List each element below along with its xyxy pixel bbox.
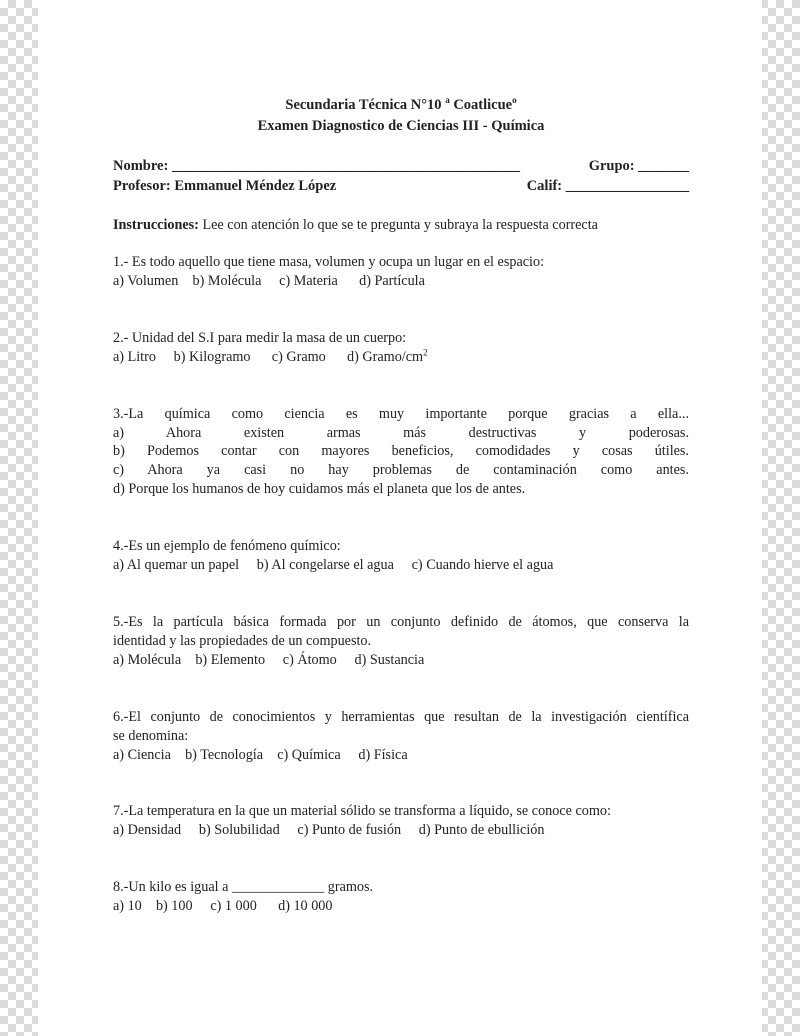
profesor-row: [113, 176, 689, 196]
question-text: 2.- Unidad del S.I para medir la masa de un cuerpo:: [113, 329, 407, 346]
nombre-label: Nombre:: [113, 158, 169, 174]
exam-content: [113, 95, 689, 916]
grupo-label: Grupo:: [588, 158, 635, 174]
question-7: [113, 802, 689, 840]
question-options[interactable]: a) Molécula b) Elemento c) Átomo d) Sustancia: [113, 651, 425, 668]
nombre-row: [113, 156, 689, 176]
exam-title: Examen Diagnostico de Ciencias III - Química: [257, 118, 545, 134]
calif-field[interactable]: _________________: [565, 178, 689, 194]
instructions: [113, 215, 689, 235]
question-option-d[interactable]: d) Porque los humanos de hoy cuidamos más el planeta que los de antes.: [113, 481, 526, 498]
question-text: 4.-Es un ejemplo de fenómeno químico:: [113, 538, 341, 555]
question-text: 3.-La química como ciencia es muy importante porque gracias a ella...: [113, 405, 689, 422]
question-option-b[interactable]: b) Podemos contar con mayores beneficios, comodidades y cosas útiles.: [113, 443, 689, 460]
question-option-c[interactable]: c) Ahora ya casi no hay problemas de contaminación como antes.: [113, 462, 689, 479]
question-3: [113, 405, 689, 500]
nombre-field[interactable]: ________________________________________________: [171, 158, 520, 174]
question-8: [113, 878, 689, 916]
question-2: [113, 329, 689, 367]
question-5: [113, 613, 689, 670]
question-text-line1: 5.-Es la partícula básica formada por un conjunto definido de átomos, que conserva la: [113, 613, 689, 630]
instructions-text: Lee con atención lo que se te pregunta y subraya la respuesta correcta: [198, 217, 598, 233]
profesor-label: Profesor: Emmanuel Méndez López: [113, 178, 337, 194]
question-options[interactable]: a) Litro b) Kilogramo c) Gramo d) Gramo/$cm^2$: [113, 346, 428, 365]
question-options[interactable]: a) Densidad b) Solubilidad c) Punto de fusión d) Punto de ebullición: [113, 822, 545, 839]
question-text-line1: 6.-El conjunto de conocimientos y herramientas que resultan de la investigación científica: [113, 708, 689, 725]
question-6: [113, 708, 689, 765]
instructions-label: Instrucciones:: [113, 217, 199, 233]
question-options[interactable]: a) 10 b) 100 c) 1 000 d) 10 000: [113, 898, 333, 915]
question-option-a[interactable]: a) Ahora existen armas más destructivas y poderosas.: [113, 424, 689, 441]
question-text: 1.- Es todo aquello que tiene masa, volumen y ocupa un lugar en el espacio:: [113, 254, 545, 270]
question-options[interactable]: a) Volumen b) Molécula c) Materia d) Partícula: [113, 272, 425, 289]
school-line: Secundaria Técnica N°10 $^a$ Coatlicue$^o$: [285, 95, 517, 113]
question-1: [113, 253, 689, 291]
question-text: 7.-La temperatura en la que un material sólido se transforma a líquido, se conoce como:: [113, 803, 611, 820]
grupo-field[interactable]: _______: [638, 158, 689, 174]
calif-label: Calif:: [526, 178, 563, 194]
exam-page: [38, 0, 762, 1036]
question-options[interactable]: a) Ciencia b) Tecnología c) Química d) Física: [113, 746, 408, 763]
question-text: 8.-Un kilo es igual a _____________ gramos.: [113, 879, 374, 896]
exam-header: [113, 95, 689, 137]
student-info: [113, 156, 689, 196]
question-options[interactable]: a) Al quemar un papel b) Al congelarse el agua c) Cuando hierve el agua: [113, 557, 554, 574]
question-4: [113, 537, 689, 575]
question-text-line2: se denomina:: [113, 727, 189, 744]
question-text-line2: identidad y las propiedades de un compuesto.: [113, 632, 372, 649]
